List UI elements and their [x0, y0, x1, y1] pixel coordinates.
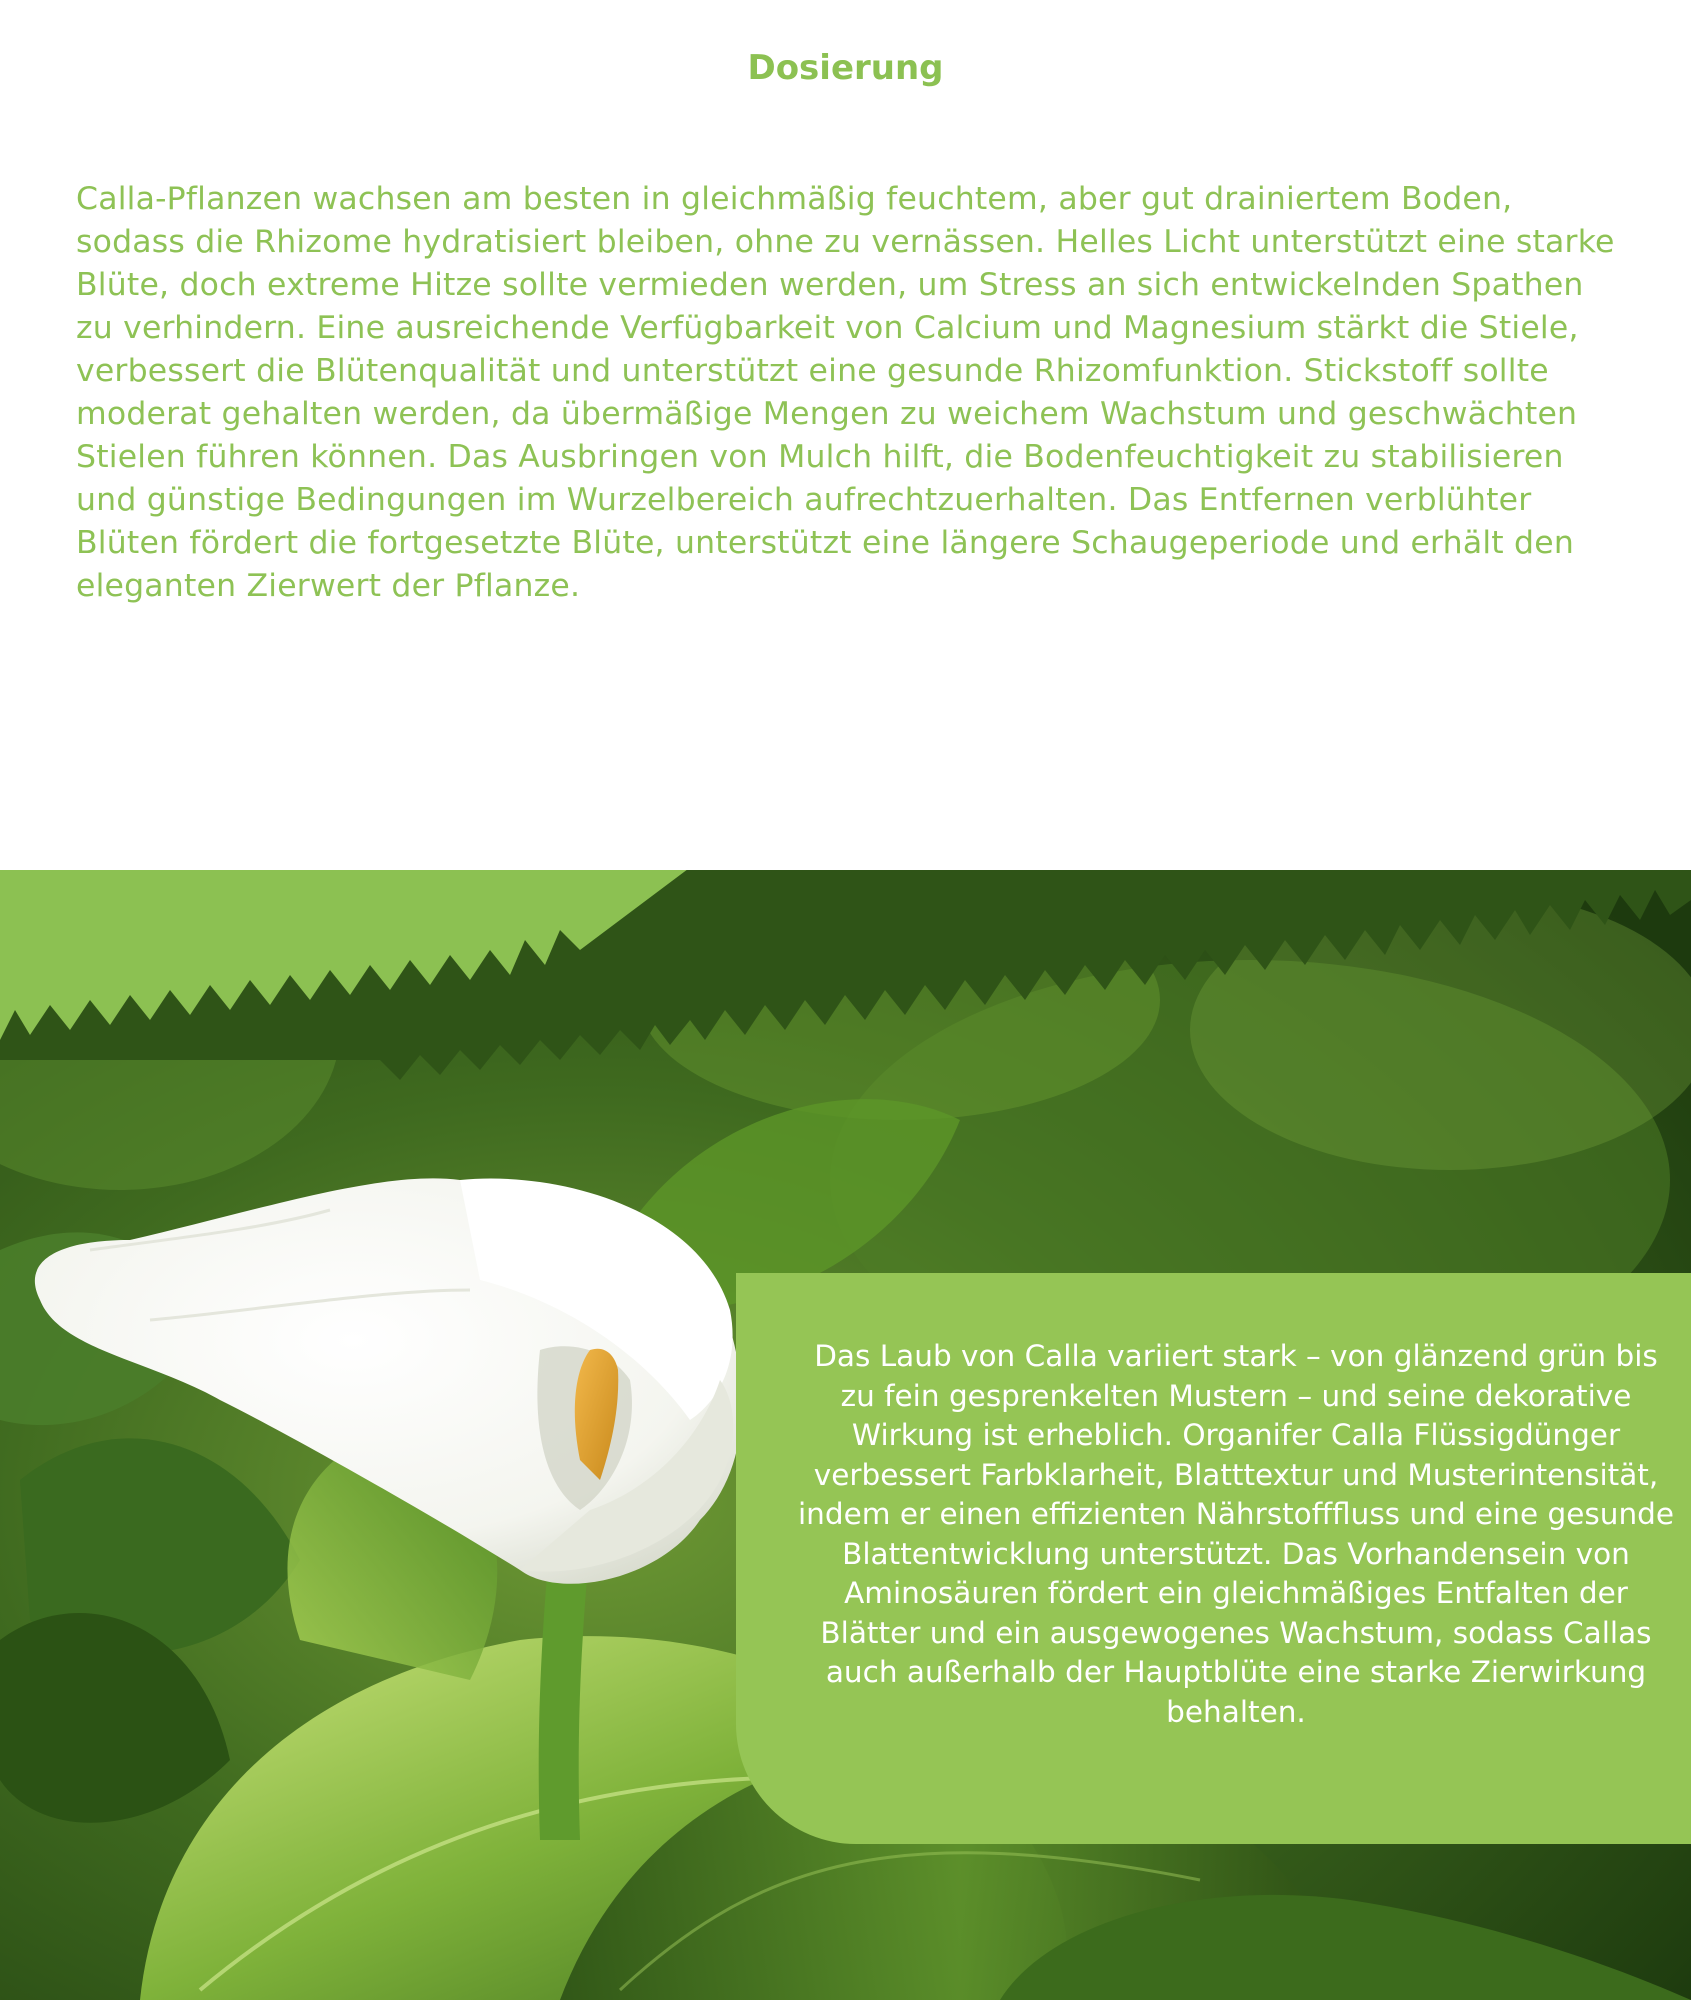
intro-paragraph: Calla-Pflanzen wachsen am besten in gleichmäßig feuchtem, aber gut drainiertem Boden, sodass die Rhizome hydratisiert bleiben, ohne zu vernässen. Helles Licht unterstützt eine starke Blüte, doch extreme Hitze sollte vermieden werden, um Stress an sich entwickelnden Spathen zu verhindern. Eine ausreichende Verfügbarkeit von Calcium und Magnesium stärkt die Stiele, verbessert die Blütenqualität und unterstützt eine gesunde Rhizomfunktion. Stickstoff sollte moderat gehalten werden, da übermäßige Mengen zu weichem Wachstum und geschwächten Stielen führen können. Das Ausbringen von Mulch hilft, die Bodenfeuchtigkeit zu stabilisieren und günstige Bedingungen im Wurzelbereich aufrechtzuerhalten. Das Entfernen verblühter Blüten fördert die fortgesetzte Blüte, unterstützt eine längere Schaugeperiode und erhält den eleganten Zierwert der Pflanze. — [76, 181, 1615, 604]
page-heading: Dosierung — [747, 48, 944, 88]
calla-lily-photo — [0, 880, 1691, 2000]
info-card-text: Das Laub von Calla variiert stark – von glänzend grün bis zu fein gesprenkelten Mustern – und seine dekorative Wirkung ist erheblich. Organifer Calla Flüssigdünger verbessert Farbklarheit, Blatttextur und Musterintensität, indem er einen effizienten Nährstofffluss und eine gesunde Blattentwicklung unterstützt. Das Vorhandensein von Aminosäuren fördert ein gleichmäßiges Entfalten der Blätter und ein ausgewogenes Wachstum, sodass Callas auch außerhalb der Hauptblüte eine starke Zierwirkung behalten. — [797, 1339, 1675, 1729]
grass-silhouette — [0, 870, 1691, 1090]
info-card — [736, 1273, 1691, 1844]
